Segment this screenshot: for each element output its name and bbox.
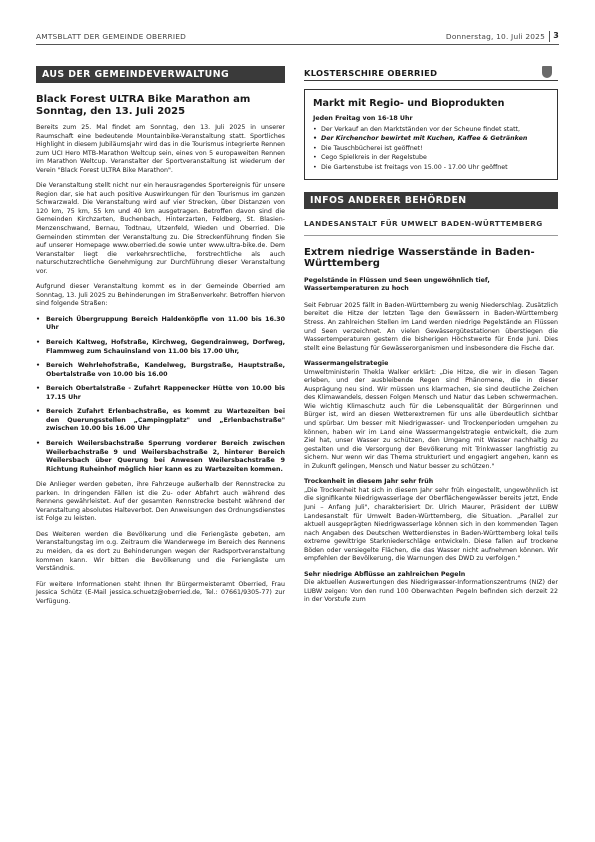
- issue-date: Donnerstag, 10. Juli 2025: [445, 32, 545, 41]
- subheading: Sehr niedrige Abflüsse an zahlreichen Pegeln: [304, 570, 466, 578]
- list-item: • Cego Spielkreis in der Regelstube: [313, 154, 549, 163]
- paragraph: Die Anlieger werden gebeten, ihre Fahrzeuge außerhalb der Rennstrecke zu parken. In dringenden Fällen ist die Zu- oder Abfahrt auch während des Rennens gewährleistet. Auf der gesamten Rennstrecke besteht während der Veranstaltung absolutes Halteverbot. Den Anweisungen des Ordnungsdienstes ist Folge zu leisten.: [36, 481, 285, 523]
- paragraph: Aufgrund dieser Veranstaltung kommt es in der Gemeinde Oberried am Sonntag, 13. Juli 2025 zu Behinderungen im Straßenverkehr. Betroffen hiervon sind folgende Straßen:: [36, 283, 285, 308]
- road-closure-list: [36, 316, 285, 474]
- paragraph: Bereits zum 25. Mal findet am Sonntag, den 13. Juli 2025 in unserer Raumschaft eine bedeutende Mountainbike-Veranstaltung statt. Sportliches Highlight in diesem Jubiläumsjahr wird das in die Tourismus integrierte Rennen zum UCI Hero MTB-Marathon Weltcup sein, eines von 5 europaweiten Rennen im Marathon Weltcup. Veranstalter der Sportveranstaltung ist wiederum der Verein "Black Forest ULTRA Bike Marathon".: [36, 124, 285, 174]
- paragraph: Für weitere Informationen steht Ihnen Ihr Bürgermeisteramt Oberried, Frau Jessica Schütz (E-Mail jessica.schuetz@oberried.de, Tel.: 07661/9305-77) zur Verfügung.: [36, 580, 285, 605]
- page-number: 3: [553, 31, 559, 40]
- section-heading-text: KLOSTERSCHIRE OBERRIED: [304, 68, 438, 78]
- paragraph: Des Weiteren werden die Bevölkerung und die Feriengäste gebeten, am Veranstaltungstag im o.g. Zeitraum die Wanderwege im Bereich des Rennens zu meiden, da es dort zu Behinderungen wegen der Radsportveranstaltung kommen kann. Wir bitten die Bevölkerung und die Feriengäste um Verständnis.: [36, 530, 285, 573]
- article-lead: Pegelstände in Flüssen und Seen ungewöhnlich tief, Wassertemperaturen zu hoch: [304, 276, 490, 293]
- list-item: • Bereich Übergruppung Bereich Haldenköpfle von 11.00 bis 16.30 Uhr: [36, 316, 285, 333]
- section-heading-gemeindeverwaltung: AUS DER GEMEINDEVERWALTUNG: [36, 66, 285, 83]
- paragraph: „Die Trockenheit hat sich in diesem Jahr sehr früh eingestellt, ungewöhnlich ist die signifikante Niedrigwasserlage der Oberflächengewässer bereits jetzt, Ende Juni – Anfang Juli", charakterisiert Dr. Ulrich Maurer, Präsident der LUBW Landesanstalt für Umwelt Baden-Württemberg, die Situation. „Parallel zur aktuell ausgeprägten Niedrigwasserlage können sich in den kommenden Tagen nach Angaben des Deutschen Wetterdienstes in Baden-Württemberg lokal teils extreme gewittrige Starkniederschläge entwickeln. Diese fallen auf trockene Böden oder versiegelte Flächen, die das Wasser nicht aufnehmen können. Wir empfehlen der Bevölkerung, die Warnungen des DWD zu verfolgen.": [304, 486, 558, 563]
- list-item: • Bereich Zufahrt Erlenbachstraße, es kommt zu Wartezeiten bei den Querungsstellen „Campingplatz" und „Erlenbachstraße" zwischen 10.00 bis 16.00 Uhr: [36, 408, 285, 434]
- paragraph: Seit Februar 2025 fällt in Baden-Württemberg zu wenig Niederschlag. Zusätzlich bereitet die Hitze der letzten Tage den Gewässern in Baden-Württemberg Stress. An zahlreichen Stellen im Land werden niedrige Pegelstände an Flüssen und Seen verzeichnet. An vielen Gewässergütestationen überstiegen die Wassertemperaturen gestern die bisherigen Höchstwerte für Ende Juni. Dies stellt eine Belastung für Gewässerorganismen und insbesondere die Fische dar.: [304, 301, 558, 352]
- paragraph: Die Veranstaltung stellt nicht nur ein herausragendes Sportereignis für unsere Region dar, sie hat auch positive Auswirkungen für den Tourismus im ganzen Schwarzwald. Die Veranstaltung wird auf vier Strecken, über Distanzen von 120 km, 75 km, 55 km und 40 km ausgetragen. Betroffen davon sind die Gemeinden Kirchzarten, Buchenbach, Hinterzarten, Feldberg, St. Blasien-Menzenschwand, Bernau, Todtnau, Utzenfeld, Wieden und Oberried. Die Gemeinden stimmten der Veranstaltung zu. Die Streckenführung finden Sie auf unserer Homepage www.oberried.de sowie unter www.ultra-bike.de. Dem Veranstalter liegt die verkehrsrechtliche, forstrechtliche als auch naturschutzrechtliche Genehmigung zur Durchführung dieser Veranstaltung vor.: [36, 182, 285, 275]
- list-item: • Die Tauschbücherei ist geöffnet!: [313, 145, 549, 154]
- market-list: [313, 126, 549, 173]
- paragraph: Umweltministerin Thekla Walker erklärt: „Die Hitze, die wir in diesen Tagen erleben, und der ausbleibende Regen sind Phänomene, die in dieser Ausprägung neu sind. Wir müssen uns klarmachen, sie sind deutliche Zeichen des Klimawandels, dessen Folgen Mensch und Natur das Leben schwermachen. Wie wichtig Klimaschutz auch für die Lebensqualität der Bürgerinnen und Bürger ist, wird an diesen Wetterextremen für uns alle überdeutlich sichtbar und spürbar. Um besser mit Niedrigwasser- und Trockenperioden umgehen zu können, haben wir im Land eine Wassermangelstrategie entwickelt, die zum Ziel hat, unser Wasser zu schützen, den Umgang mit Wasser nachhaltig zu gestalten und die Versorgung der Bevölkerung mit Trinkwasser langfristig zu sichern. Nur wenn wir das Thema strukturiert und engagiert angehen, kann es in Zukunft gelingen, Mensch und Natur besser zu schützen.": [304, 368, 558, 470]
- list-item: • Bereich Weilersbachstraße Sperrung vorderer Bereich zwischen Weilerbachstraße 9 und Weilersbachstraße 2, hinterer Bereich Weilersbach über Querung bei Anwesen Weilersbachstraße 9 Richtung Ruheinhof möglich hier kann es zu Wartezeiten kommen.: [36, 440, 285, 474]
- article-title-bike-marathon: Black Forest ULTRA Bike Marathon am Sonntag, den 13. Juli 2025: [36, 94, 251, 117]
- list-item: • Der Kirchenchor bewirtet mit Kuchen, Kaffee & Getränken: [313, 135, 549, 144]
- subheading: Trockenheit in diesem Jahr sehr früh: [304, 478, 434, 486]
- header-divider: [549, 31, 550, 42]
- coat-of-arms-icon: [542, 66, 552, 78]
- paragraph: Die aktuellen Auswertungen des Niedrigwasser-Informationszentrums (NIZ) der LUBW zeigen: Von den rund 100 Oberwachten Pegeln befinden sich derzeit 22 in der Vorstufe zum: [304, 579, 558, 604]
- list-item: • Der Verkauf an den Marktständen vor der Scheune findet statt,: [313, 126, 549, 135]
- section-heading-behoerden: INFOS ANDERER BEHÖRDEN: [304, 192, 558, 209]
- market-schedule: Jeden Freitag von 16-18 Uhr: [313, 115, 413, 122]
- list-item: • Die Gartenstube ist freitags von 15.00 - 17.00 Uhr geöffnet: [313, 164, 549, 173]
- list-item: • Bereich Wehrlehofstraße, Kandelweg, Burgstraße, Hauptstraße, Obertalstraße von 10.00 bis 16.00: [36, 362, 285, 379]
- list-item: • Bereich Obertalstraße - Zufahrt Rappenecker Hütte von 10.00 bis 17.15 Uhr: [36, 385, 285, 402]
- section-heading-klosterschire: [304, 66, 558, 81]
- market-title: Markt mit Regio- und Bioprodukten: [313, 98, 505, 109]
- right-column: [304, 66, 558, 612]
- article-title-water-levels: Extrem niedrige Wasserstände in Baden-Württemberg: [304, 246, 535, 270]
- page-header: [36, 30, 559, 45]
- market-info-box: [304, 89, 558, 180]
- agency-name: LANDESANSTALT FÜR UMWELT BADEN-WÜRTTEMBERG: [304, 220, 558, 236]
- left-column: [36, 66, 285, 613]
- publication-title: AMTSBLATT DER GEMEINDE OBERRIED: [36, 32, 186, 41]
- list-item: • Bereich Kaltweg, Hofstraße, Kirchweg, Gegendrainweg, Dorfweg, Flammweg zum Schauinsland von 11.00 bis 17.00 Uhr,: [36, 339, 285, 356]
- subheading: Wassermangelstrategie: [304, 360, 389, 368]
